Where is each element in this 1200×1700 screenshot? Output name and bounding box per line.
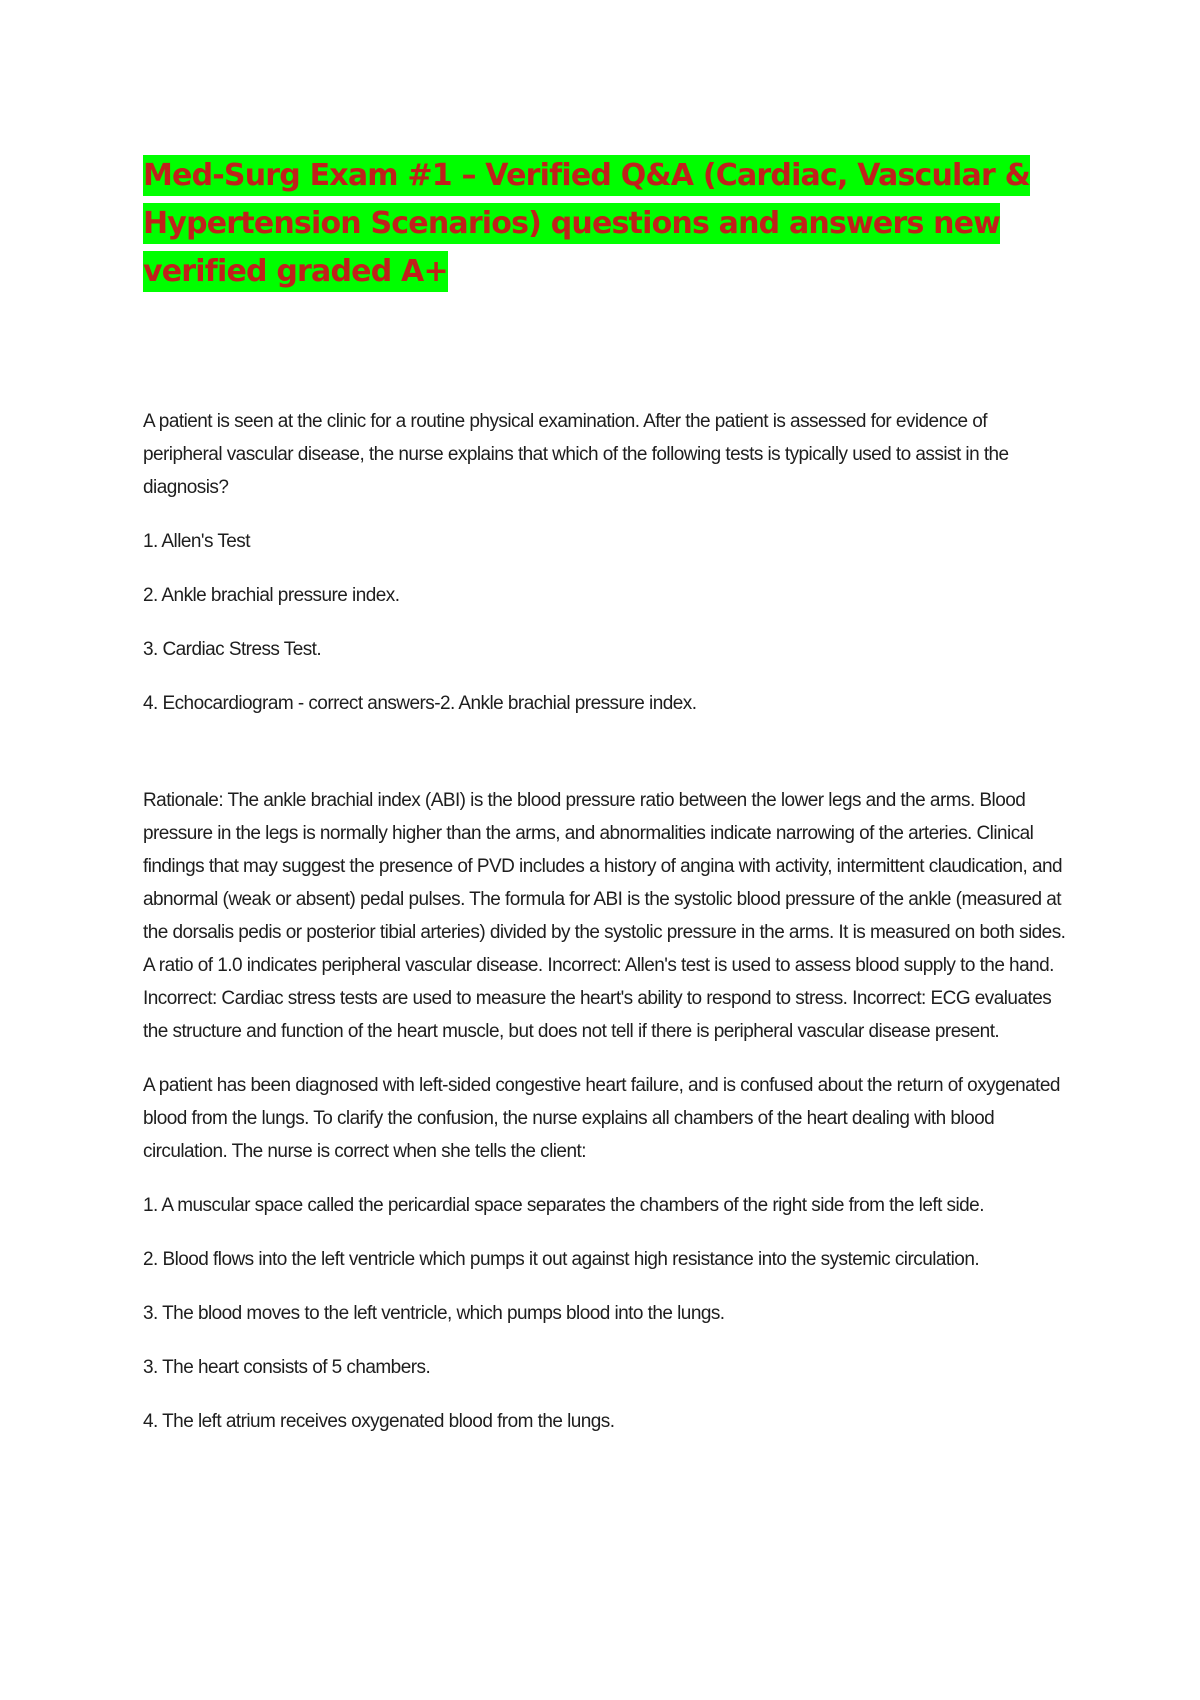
question-2-option-4: 3. The heart consists of 5 chambers.	[143, 1357, 431, 1378]
title-highlight: Med-Surg Exam #1 – Verified Q&A (Cardiac, Vascular & Hypertension Scenarios) questions and answers new verified graded A+	[143, 155, 1030, 292]
question-2-option-5: 4. The left atrium receives oxygenated blood from the lungs.	[143, 1411, 615, 1432]
question-1-option-3: 3. Cardiac Stress Test.	[143, 639, 322, 660]
document-title	[143, 152, 1043, 296]
question-1-rationale: Rationale: The ankle brachial index (ABI) is the blood pressure ratio between the lower legs and the arms. Blood pressure in the legs is normally higher than the arms, and abnormalities indicate narrowing of the arteries. Clinical findings that may suggest the presence of PVD includes a history of angina with activity, intermittent claudication, and abnormal (weak or absent) pedal pulses. The formula for ABI is the systolic blood pressure of the ankle (measured at the dorsalis pedis or posterior tibial arteries) divided by the systolic pressure in the arms. It is measured on both sides. A ratio of 1.0 indicates peripheral vascular disease. Incorrect: Allen's test is used to assess blood supply to the hand. Incorrect: Cardiac stress tests are used to measure the heart's ability to respond to stress. Incorrect: ECG evaluates the structure and function of the heart muscle, but does not tell if there is peripheral vascular disease present.	[143, 790, 1066, 1042]
question-2-option-3: 3. The blood moves to the left ventricle, which pumps blood into the lungs.	[143, 1303, 725, 1324]
document-body	[143, 405, 1068, 1459]
question-2-stem: A patient has been diagnosed with left-sided congestive heart failure, and is confused about the return of oxygenated blood from the lungs. To clarify the confusion, the nurse explains all chambers of the heart dealing with blood circulation. The nurse is correct when she tells the client:	[143, 1075, 1060, 1162]
question-1-stem: A patient is seen at the clinic for a routine physical examination. After the patient is assessed for evidence of peripheral vascular disease, the nurse explains that which of the following tests is typically used to assist in the diagnosis?	[143, 411, 1009, 498]
question-2-option-1: 1. A muscular space called the pericardial space separates the chambers of the right side from the left side.	[143, 1195, 984, 1216]
question-1-option-4-answer: 4. Echocardiogram - correct answers-2. Ankle brachial pressure index.	[143, 693, 697, 714]
question-1-option-1: 1. Allen's Test	[143, 531, 250, 552]
question-1-option-2: 2. Ankle brachial pressure index.	[143, 585, 400, 606]
section-spacer	[143, 741, 1068, 784]
question-2-option-2: 2. Blood flows into the left ventricle which pumps it out against high resistance into the systemic circulation.	[143, 1249, 980, 1270]
